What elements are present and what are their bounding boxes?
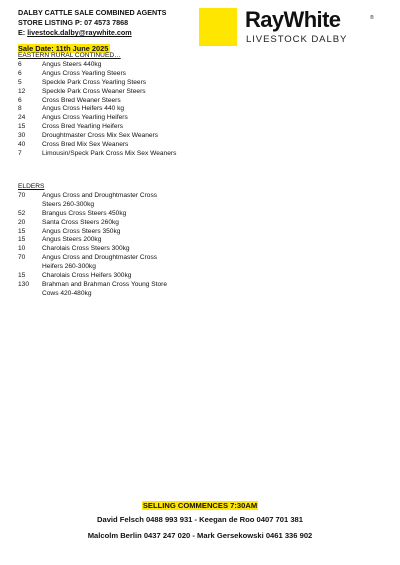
cattle-description: Cross Bred Mix Sex Weaners xyxy=(42,141,129,149)
list-item xyxy=(18,105,218,114)
cattle-description: Cross Bred Weaner Steers xyxy=(42,96,121,104)
email-line xyxy=(18,28,218,38)
list-item xyxy=(18,245,218,254)
list-item xyxy=(18,70,218,79)
list-item xyxy=(18,150,218,159)
list-item xyxy=(18,79,218,88)
head-count: 15 xyxy=(18,123,26,131)
head-count: 52 xyxy=(18,209,26,217)
store-listing-phone: STORE LISTING P: 07 4573 7868 xyxy=(18,18,129,27)
selling-commences-text: SELLING COMMENCES 7:30AM xyxy=(142,501,258,510)
head-count: 7 xyxy=(18,149,22,157)
list-item xyxy=(18,192,218,210)
list-item xyxy=(18,210,218,219)
contact-line-2: Malcolm Berlin 0437 247 020 - Mark Gersekowski 0461 336 902 xyxy=(87,531,313,540)
cattle-description: Cross Bred Yearling Heifers xyxy=(42,123,123,131)
head-count: 15 xyxy=(18,272,26,280)
cattle-description: Angus Steers 440kg xyxy=(42,60,102,68)
sale-date: Sale Date: 11th June 2025 xyxy=(18,44,109,53)
cattle-description: Angus Cross and Droughtmaster Cross Steers 260-300kg xyxy=(42,191,158,208)
head-count: 12 xyxy=(18,87,26,95)
list-item xyxy=(18,281,218,299)
logo-name: RayWhite xyxy=(245,7,341,32)
head-count: 30 xyxy=(18,132,26,140)
head-count: 6 xyxy=(18,69,22,77)
selling-commences xyxy=(0,501,400,511)
contact-line-1: David Felsch 0488 993 931 - Keegan de Roo 0407 701 381 xyxy=(97,515,303,524)
cattle-description: Brahman and Brahman Cross Young Store Cows 420-480kg xyxy=(42,280,167,297)
list-item xyxy=(18,219,218,228)
cattle-description: Brangus Cross Steers 450kg xyxy=(42,209,127,217)
cattle-description: Santa Cross Steers 260kg xyxy=(42,218,119,226)
logo-subtitle: LIVESTOCK DALBY xyxy=(246,34,348,45)
list-item xyxy=(18,88,218,97)
email-prefix: E: xyxy=(18,28,28,37)
cattle-description: Charolais Cross Steers 300kg xyxy=(42,245,130,253)
list-item xyxy=(18,228,218,237)
head-count: 24 xyxy=(18,114,26,122)
list-item xyxy=(18,272,218,281)
cattle-description: Limousin/Speck Park Cross Mix Sex Weaners xyxy=(42,149,177,157)
head-count: 20 xyxy=(18,218,26,226)
header-block xyxy=(18,8,218,56)
cattle-description: Angus Steers 200kg xyxy=(42,236,102,244)
cattle-description: Angus Cross Yearling Steers xyxy=(42,69,126,77)
elders-section xyxy=(18,183,218,299)
head-count: 6 xyxy=(18,60,22,68)
head-count: 8 xyxy=(18,105,22,113)
cattle-description: Angus Cross Heifers 440 kg xyxy=(42,105,125,113)
head-count: 5 xyxy=(18,78,22,86)
elders-section-title: ELDERS xyxy=(18,183,45,190)
email-link[interactable]: livestock.dalby@raywhite.com xyxy=(27,28,132,37)
cattle-description: Droughtmaster Cross Mix Sex Weaners xyxy=(42,132,159,140)
head-count: 6 xyxy=(18,96,22,104)
head-count: 10 xyxy=(18,245,26,253)
list-item xyxy=(18,236,218,245)
list-item xyxy=(18,141,218,150)
raywhite-logo xyxy=(199,7,381,52)
head-count: 15 xyxy=(18,236,26,244)
list-item xyxy=(18,114,218,123)
cattle-description: Angus Cross and Droughtmaster Cross Heifers 260-300kg xyxy=(42,254,158,271)
cattle-description: Speckle Park Cross Weaner Steers xyxy=(42,87,146,95)
head-count: 70 xyxy=(18,191,26,199)
cattle-description: Angus Cross Steers 350kg xyxy=(42,227,121,235)
cattle-description: Angus Cross Yearling Heifers xyxy=(42,114,128,122)
head-count: 70 xyxy=(18,254,26,262)
head-count: 40 xyxy=(18,141,26,149)
head-count: 130 xyxy=(18,280,30,288)
cattle-description: Charolais Cross Heifers 300kg xyxy=(42,272,132,280)
eastern-rural-section xyxy=(18,52,218,159)
head-count: 15 xyxy=(18,227,26,235)
logo-registered-mark: ® xyxy=(370,15,374,21)
cattle-description: Speckle Park Cross Yearling Steers xyxy=(42,78,147,86)
list-item xyxy=(18,97,218,106)
eastern-section-title: EASTERN RURAL CONTINUED… xyxy=(18,52,121,59)
sale-title: DALBY CATTLE SALE COMBINED AGENTS xyxy=(18,8,167,17)
list-item xyxy=(18,123,218,132)
list-item xyxy=(18,132,218,141)
list-item xyxy=(18,254,218,272)
logo-yellow-square xyxy=(199,8,237,46)
list-item xyxy=(18,61,218,70)
